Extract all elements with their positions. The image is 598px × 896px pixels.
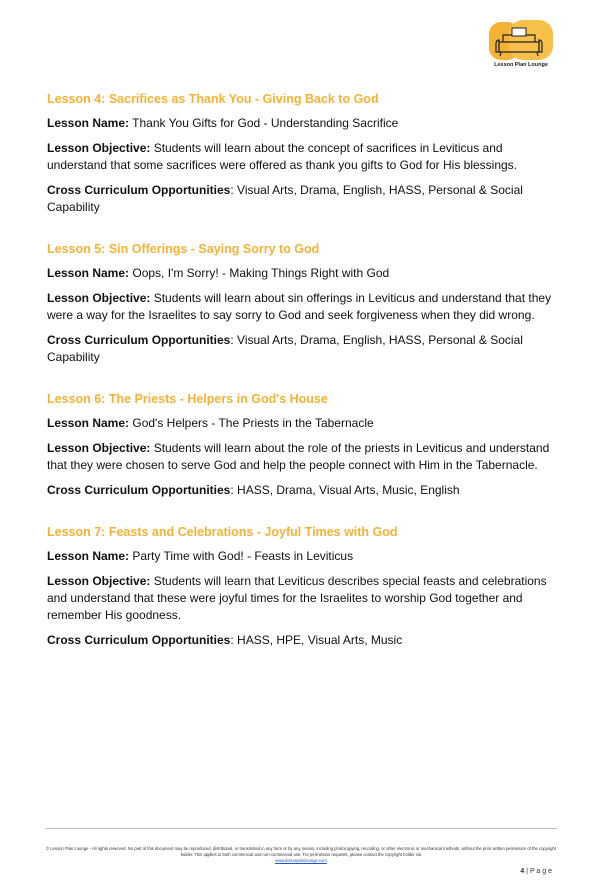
lesson-name: Lesson Name: Oops, I'm Sorry! - Making Things Right with God <box>47 266 390 280</box>
lesson-name: Lesson Name: Party Time with God! - Feasts in Leviticus <box>47 549 354 563</box>
lesson-heading: Lesson 4: Sacrifices as Thank You - Giving Back to God <box>47 92 379 106</box>
cross-curriculum: Cross Curriculum Opportunities: HASS, HPE, Visual Arts, Music <box>47 633 403 647</box>
lesson-list <box>47 92 557 675</box>
lesson-objective: Lesson Objective: Students will learn about the role of the priests in Leviticus and understand that they were chosen to serve God and help the people connect with Him in the Tabernacle. <box>47 441 550 472</box>
footer-copyright: © Lesson Plan Lounge - All rights reserved. No part of this document may be reproduced, distributed, or transmitted in any form or by any means, including photocopying, recording, or other electronic or mechanical methods, without the prior written permission of the copyright holder. This applies to both commercial and non-commercial use. For permission requests, please contact the copyright holder via www.lessonplanlounge.com <box>45 846 557 863</box>
brand-logo <box>487 20 555 74</box>
lesson-name: Lesson Name: Thank You Gifts for God - Understanding Sacrifice <box>47 116 399 130</box>
brand-name: Lesson Plan Lounge <box>494 62 548 68</box>
cross-curriculum: Cross Curriculum Opportunities: HASS, Drama, Visual Arts, Music, English <box>47 483 460 497</box>
page-number: 4 | P a g e <box>520 868 552 875</box>
lesson-heading: Lesson 6: The Priests - Helpers in God's House <box>47 392 328 406</box>
lesson-objective: Lesson Objective: Students will learn about the concept of sacrifices in Leviticus and understand that some sacrifices were offered as thank you gifts to God for His blessings. <box>47 141 518 172</box>
lesson-heading: Lesson 7: Feasts and Celebrations - Joyful Times with God <box>47 525 398 539</box>
footer-divider <box>45 828 557 829</box>
lesson-6 <box>47 392 557 499</box>
lesson-4 <box>47 92 557 216</box>
lesson-5 <box>47 242 557 366</box>
cross-curriculum: Cross Curriculum Opportunities: Visual Arts, Drama, English, HASS, Personal & Social Capability <box>47 183 523 214</box>
lesson-7 <box>47 525 557 649</box>
lesson-heading: Lesson 5: Sin Offerings - Saying Sorry to God <box>47 242 320 256</box>
footer-website-link[interactable]: www.lessonplanlounge.com <box>275 858 327 863</box>
couch-logo-icon <box>487 20 555 62</box>
cross-curriculum: Cross Curriculum Opportunities: Visual Arts, Drama, English, HASS, Personal & Social Capability <box>47 333 523 364</box>
lesson-objective: Lesson Objective: Students will learn about sin offerings in Leviticus and understand that they were a way for the Israelites to say sorry to God and seek forgiveness when they did wrong. <box>47 291 552 322</box>
lesson-name: Lesson Name: God's Helpers - The Priests in the Tabernacle <box>47 416 374 430</box>
lesson-objective: Lesson Objective: Students will learn that Leviticus describes special feasts and celebrations and understand that these were joyful times for the Israelites to worship God together and remember His goodness. <box>47 574 547 622</box>
